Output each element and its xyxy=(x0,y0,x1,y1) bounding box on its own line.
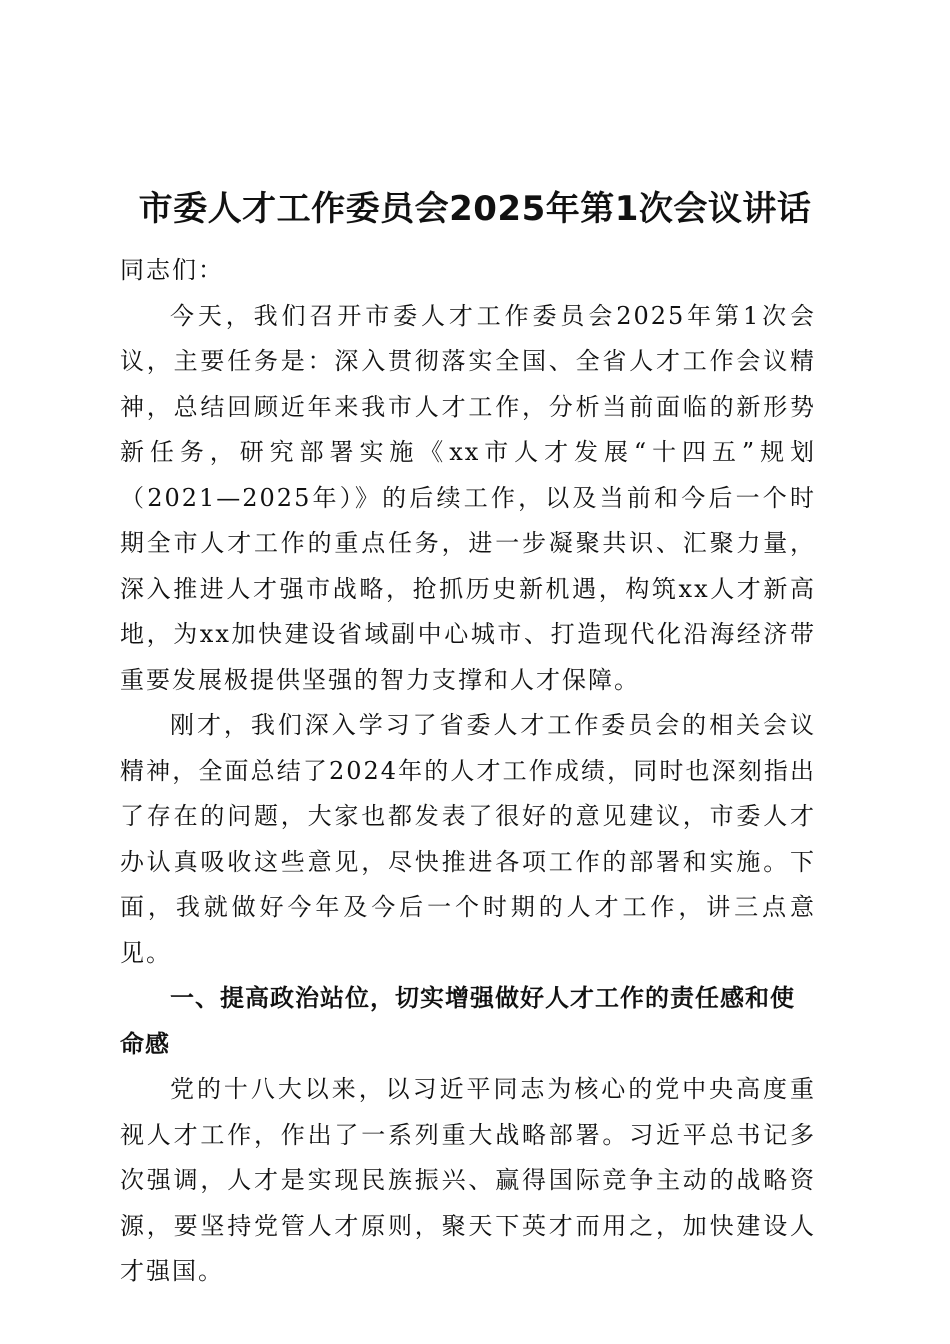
document-title: 市委人才工作委员会2025年第1次会议讲话 xyxy=(138,189,812,229)
paragraph-intro: 今天，我们召开市委人才工作委员会2025年第1次会议，主要任务是：深入贯彻落实全国、全省人才工作会议精神，总结回顾近年来我市人才工作，分析当前面临的新形势新任务，研究部署实施《xx市人才发展“十四五”规划（2021—2025年）》的后续工作，以及当前和今后一个时期全市人才工作的重点任务，进一步凝聚共识、汇聚力量，深入推进人才强市战略，抢抓历史新机遇，构筑xx人才新高地，为xx加快建设省域副中心城市、打造现代化沿海经济带重要发展极提供坚强的智力支撑和人才保障。 xyxy=(120,301,816,694)
section-1-heading: 一、提高政治站位，切实增强做好人才工作的责任感和使命感 xyxy=(120,984,795,1058)
paragraph-review: 刚才，我们深入学习了省委人才工作委员会的相关会议精神，全面总结了2024年的人才工作成绩，同时也深刻指出了存在的问题，大家也都发表了很好的意见建议，市委人才办认真吸收这些意见，尽快推进各项工作的部署和实施。下面，我就做好今年及今后一个时期的人才工作，讲三点意见。 xyxy=(120,711,816,967)
salutation: 同志们： xyxy=(120,256,224,284)
section-1-paragraph: 党的十八大以来，以习近平同志为核心的党中央高度重视人才工作，作出了一系列重大战略部署。习近平总书记多次强调，人才是实现民族振兴、赢得国际竞争主动的战略资源，要坚持党管人才原则，聚天下英才而用之，加快建设人才强国。 xyxy=(120,1075,816,1285)
document-body xyxy=(120,248,816,1295)
